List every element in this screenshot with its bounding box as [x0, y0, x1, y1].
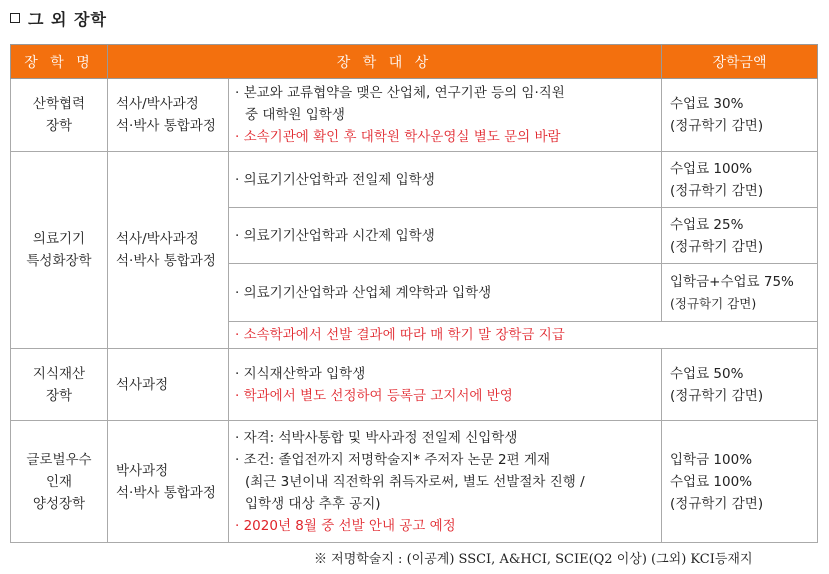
scholarship-name: 산학협력 장학	[11, 79, 108, 152]
target-cell: · 의료기기산업학과 산업체 계약학과 입학생	[229, 264, 662, 322]
scholarship-name: 글로벌우수 인재 양성장학	[11, 421, 108, 543]
scholarship-name: 의료기기 특성화장학	[11, 152, 108, 349]
footnote: ※ 저명학술지 : (이공계) SSCI, A&HCI, SCIE(Q2 이상) (그외) KCI등재지	[314, 552, 753, 567]
section-title: 그 외 장학	[28, 9, 107, 29]
amount-cell: 수업료 30% (정규학기 감면)	[662, 79, 818, 152]
target-cell: · 본교와 교류협약을 맺은 산업체, 연구기관 등의 임·직원 중 대학원 입학생 · 소속기관에 확인 후 대학원 학사운영실 별도 문의 바람	[229, 79, 662, 152]
amount-cell: 수업료 50% (정규학기 감면)	[662, 349, 818, 421]
header-name: 장 학 명	[11, 45, 108, 79]
target-cell: · 의료기기산업학과 시간제 입학생	[229, 208, 662, 264]
target-cell: · 의료기기산업학과 전일제 입학생	[229, 152, 662, 208]
amount-cell: 수업료 25% (정규학기 감면)	[662, 208, 818, 264]
amount-cell: 수업료 100% (정규학기 감면)	[662, 152, 818, 208]
checkbox-square-icon	[10, 13, 20, 23]
scholarship-table	[10, 44, 818, 543]
course-cell: 석사/박사과정 석·박사 통합과정	[108, 79, 229, 152]
table-row	[11, 421, 818, 543]
table-row	[11, 79, 818, 152]
course-cell: 석사/박사과정 석·박사 통합과정	[108, 152, 229, 349]
target-cell: · 지식재산학과 입학생 · 학과에서 별도 선정하여 등록금 고지서에 반영	[229, 349, 662, 421]
target-cell: · 자격: 석박사통합 및 박사과정 전일제 신입학생 · 조건: 졸업전까지 저명학술지* 주저자 논문 2편 게재 (최근 3년이내 직전학위 취득자로써, 별도 선발절차 진행 / 입학생 대상 추후 공지) · 2020년 8월 중 선발 안내 공고 예정	[229, 421, 662, 543]
course-cell: 박사과정 석·박사 통합과정	[108, 421, 229, 543]
section-heading	[10, 7, 107, 29]
amount-cell: 입학금 100% 수업료 100% (정규학기 감면)	[662, 421, 818, 543]
header-amount: 장학금액	[662, 45, 818, 79]
note-cell: · 소속학과에서 선발 결과에 따라 매 학기 말 장학금 지급	[229, 322, 818, 349]
table-row	[11, 152, 818, 208]
table-header-row	[11, 45, 818, 79]
amount-cell: 입학금+수업료 75% (정규학기 감면)	[662, 264, 818, 322]
table-row	[11, 349, 818, 421]
scholarship-name: 지식재산 장학	[11, 349, 108, 421]
header-target: 장 학 대 상	[108, 45, 662, 79]
course-cell: 석사과정	[108, 349, 229, 421]
